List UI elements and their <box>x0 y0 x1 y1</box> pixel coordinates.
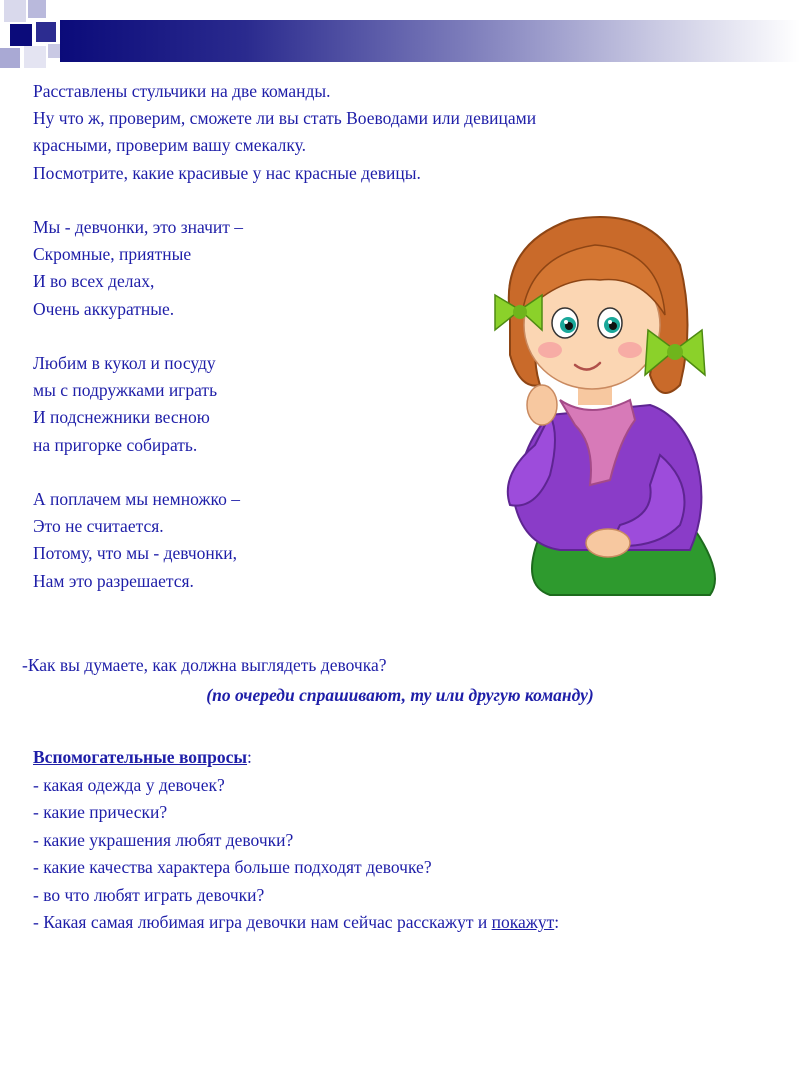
helper-colon: : <box>247 747 252 767</box>
main-question: -Как вы думаете, как должна выглядеть девочка? <box>22 655 387 675</box>
last-question-colon: : <box>554 912 560 932</box>
intro-line: Посмотрите, какие красивые у нас красные девицы. <box>33 162 421 183</box>
right-cheek <box>618 342 642 358</box>
helper-questions <box>33 744 559 937</box>
intro-line: красными, проверим вашу смекалку. <box>33 135 306 156</box>
instruction-note: (по очереди спрашивают, ту или другую команду) <box>206 685 594 705</box>
poem-line: мы с подружками играть <box>33 380 218 401</box>
poem-line: Мы - девчонки, это значит – <box>33 217 244 237</box>
title-gradient-band <box>60 20 800 62</box>
helper-item: - какие прически? <box>33 802 168 822</box>
helper-item: - какие украшения любят девочки? <box>33 829 294 850</box>
helper-item-last <box>33 909 559 937</box>
girl-illustration <box>480 205 730 605</box>
poem-line: Очень аккуратные. <box>33 298 175 319</box>
poem-line: И во всех делах, <box>33 271 155 292</box>
poem-line: А поплачем мы немножко – <box>33 489 240 509</box>
poem-line: И подснежники весною <box>33 407 210 428</box>
poem-line: Нам это разрешается. <box>33 570 194 591</box>
right-hand <box>586 529 630 557</box>
left-hand <box>527 385 557 425</box>
helper-title: Вспомогательные вопросы <box>33 747 248 767</box>
helper-item: - какие качества характера больше подходят девочке? <box>33 857 432 877</box>
helper-item: - во что любят играть девочки? <box>33 884 265 905</box>
show-link[interactable]: покажут <box>491 912 555 932</box>
header-decoration <box>0 0 800 80</box>
helper-item: - какая одежда у девочек? <box>33 774 225 795</box>
poem-line: Скромные, приятные <box>33 244 192 265</box>
intro-line: Ну что ж, проверим, сможете ли вы стать Воеводами или девицами <box>33 108 537 129</box>
poem-line: Любим в кукол и посуду <box>33 353 216 373</box>
poem-line: Это не считается. <box>33 516 164 537</box>
intro-line: Расставлены стульчики на две команды. <box>33 81 331 101</box>
poem-line: Потому, что мы - девчонки, <box>33 543 237 564</box>
helper-heading <box>33 744 559 772</box>
poem-line: на пригорке собирать. <box>33 434 198 455</box>
last-question-text: - Какая самая любимая игра девочки нам сейчас расскажут и <box>33 912 492 932</box>
left-cheek <box>538 342 562 358</box>
